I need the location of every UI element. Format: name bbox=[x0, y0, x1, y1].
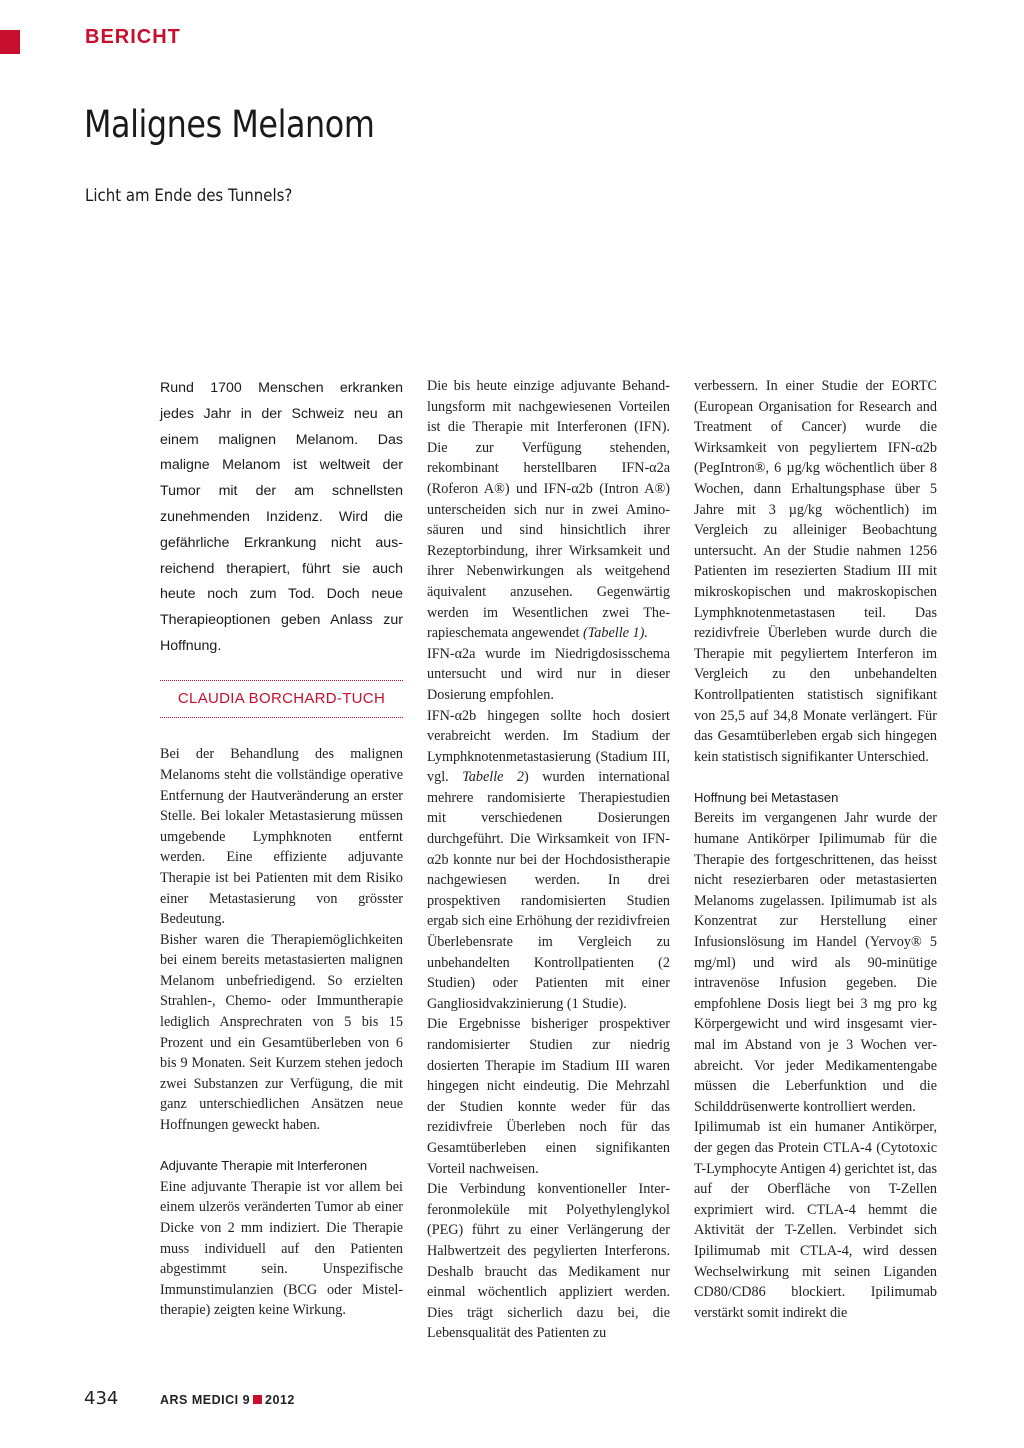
journal-footer bbox=[160, 1393, 295, 1407]
body-text: IFN-α2a wurde im Niedrigdosisschema untersucht und wird nur in dieser Dosierung empfohlen. bbox=[427, 645, 670, 703]
section-heading: Hoffnung bei Metastasen bbox=[694, 789, 839, 805]
body-paragraph bbox=[427, 706, 670, 1015]
separator-square-icon bbox=[253, 1395, 262, 1404]
body-paragraph: verbessern. In einer Studie der EORTC (European Organisation for Research and Treatment of Cancer) wurde die Wirksamkeit von pegyliertem IFN-α2b (PegIntron®, 6 µg/kg wöchentlich über 8 Wochen, dann Erhaltungsphase über 5 Jahre mit 3 µg/kg wöchentlich) im Vergleich zu alleiniger Beobachtung untersucht. An der Studie nahmen 1256 Patienten im resezierten Stadium III mit mikroskopischen und makroskopischen Lymphknotenmetastasen teil. Das rezidivfreie Überleben wurde durch die Therapie mit pegyliertem Interferon im Vergleich zu den unbehandelten Kontrollpatienten statistisch signifikant von 25,5 auf 34,8 Monate verlängert. Für das Gesamtüberleben ergab sich hingegen kein statistisch signifikanter Unterschied. bbox=[694, 378, 937, 765]
column-2 bbox=[427, 376, 670, 1344]
column-1 bbox=[160, 376, 403, 1321]
section-marker bbox=[0, 30, 20, 54]
body-paragraph: Bereits im vergangenen Jahr wurde der humane Antikörper Ipilimumab für die Therapie des fortgeschrittenen, das heisst nicht resezierbaren oder metastasierten Melanoms zugelassen. Ipilimumab ist als Konzentrat zur Herstellung einer Infusionslösung im Handel (Yervoy® 5 mg/ml) und wird als 90-minütige intravenöse Infusion gegeben. Die empfohlene Dosis liegt bei 3 mg pro kg Körpergewicht und wird insgesamt viermal im Abstand von je 3 Wochen verabreicht. Vor jeder Medikamentengabe müssen die Leberfunktion und die Schilddrüsenwerte kontrolliert werden. bbox=[694, 810, 937, 1115]
body-text: IFN-α2b hingegen sollte hoch dosiert verabreicht werden. Im Stadium der Lymphknotenmetastasierung (Stadium III, vgl. bbox=[427, 707, 670, 786]
section-label: BERICHT bbox=[85, 26, 181, 48]
body-paragraph: Bei der Behandlung des malignen Melanoms steht die vollständige operative Entfernung der Hautveränderung an erster Stelle. Bei lokaler Metastasierung müssen umgebende Lymphknoten entfernt werden. Eine effiziente adjuvante Therapie ist bei Patienten mit dem Risiko einer Metastasierung von grösster Bedeutung. bbox=[160, 746, 403, 928]
body-paragraph: Bisher waren die Therapiemöglichkeiten bei einem bereits metastasierten malignen Melanom unbefriedigend. So erzielten Strahlen-, Chemo- oder Immuntherapie lediglich Ansprechraten von 5 bis 15 Prozent und ein Gesamtüberleben von 6 bis 9 Monaten. Seit Kurzem stehen jedoch zwei Substanzen zur Verfügung, die mit ganz unterschiedlichen Ansätzen neue Hoffnungen geweckt haben. bbox=[160, 931, 403, 1134]
journal-year: 2012 bbox=[265, 1393, 295, 1407]
page-number: 434 bbox=[84, 1388, 119, 1409]
body-paragraph: Die Ergebnisse bisheriger prospektiver randomisierter Studien zur niedrig dosierten Therapie im Stadium III waren hingegen nicht eindeutig. Die Mehrzahl der Studien konnte weder für das rezidivfreie Überleben noch für das Gesamtüberleben einen signifikanten Vorteil nachweisen. bbox=[427, 1016, 670, 1177]
body-paragraph bbox=[427, 376, 670, 706]
column-3 bbox=[694, 376, 937, 1323]
body-text: Die bis heute einzige adjuvante Behandlungsform mit nachgewiesenen Vorteilen ist die Therapie mit Interferonen (IFN). Die zur Verfügung stehenden, rekombinant herstellbaren IFN-α2a (Roferon A®) und IFN-α2b (Intron A®) unterscheiden sich nur in zwei Aminosäuren und sind hinsichtlich ihrer Rezeptorbindung, ihrer Wirksamkeit und ihrer Nebenwirkungen als weitgehend äquivalent anzusehen. Gegenwärtig werden im Wesentlichen zwei Therapieschemata angewendet bbox=[427, 378, 670, 642]
lead-paragraph: Rund 1700 Menschen erkranken jedes Jahr in der Schweiz neu an einem malignen Melanom. Das maligne Melanom ist weltweit der Tumor mit der am schnellsten zunehmenden Inzidenz. Wird die gefährliche Erkrankung nicht ausreichend therapiert, führt sie auch heute noch zum Tod. Doch neue Therapieoptionen geben Anlass zur Hoffnung. bbox=[160, 380, 403, 654]
article-title: Malignes Melanom bbox=[84, 103, 375, 146]
article-subtitle: Licht am Ende des Tunnels? bbox=[85, 186, 293, 206]
section-heading: Adjuvante Therapie mit Interferonen bbox=[160, 1158, 368, 1174]
author-byline: CLAUDIA BORCHARD-TUCH bbox=[160, 680, 403, 719]
table-reference[interactable]: (Tabelle 1). bbox=[582, 625, 648, 642]
body-text: ) wurden international mehrere randomisierte Therapiestudien mit verschiedenen Dosierungen durchgeführt. Die Wirksamkeit von IFN-α2b konnte nur bei der Hochdosistherapie nachgewiesen werden. In drei prospektiven randomisierten Studien ergab sich eine Erhöhung der rezidivfreien Überlebensrate im Vergleich zu unbehandelten Kontrollpatienten (2 Studien) oder Patienten mit einer Gangliosidvakzinierung (1 Studie). bbox=[427, 769, 670, 1012]
byline-spacer bbox=[160, 718, 403, 744]
body-paragraph: Ipilimumab ist ein humaner Antikörper, der gegen das Protein CTLA-4 (Cytotoxic T-Lymphocyte Antigen 4) gerichtet ist, das auf der Oberfläche von T-Zellen exprimiert wird. CTLA-4 hemmt die Aktivität der T-Zellen. Verbindet sich Ipilimumab mit CTLA-4, wird dessen Wechselwirkung mit seinen Liganden CD80/CD86 blockiert. Ipilimumab verstärkt somit indirekt die bbox=[694, 1119, 937, 1321]
table-reference[interactable]: Tabelle 2 bbox=[462, 769, 525, 786]
body-paragraph: Eine adjuvante Therapie ist vor allem bei einem ulzerös veränderten Tumor ab einer Dicke von 2 mm indiziert. Die Therapie muss individuell auf den Patienten abgestimmt sein. Unspezifische Immunstimulanzien (BCG oder Misteltherapie) zeigten keine Wirkung. bbox=[160, 1178, 403, 1319]
body-paragraph: Die Verbindung konventioneller Interferonmoleküle mit Polyethylenglykol (PEG) führt zu einer Verlängerung der Halbwertzeit des pegylierten Interferons. Deshalb braucht das Medikament nur einmal wöchentlich appliziert werden. Dies trägt sicherlich dazu bei, die Lebensqualität des Patienten zu bbox=[427, 1181, 670, 1342]
journal-name: ARS MEDICI 9 bbox=[160, 1393, 251, 1407]
